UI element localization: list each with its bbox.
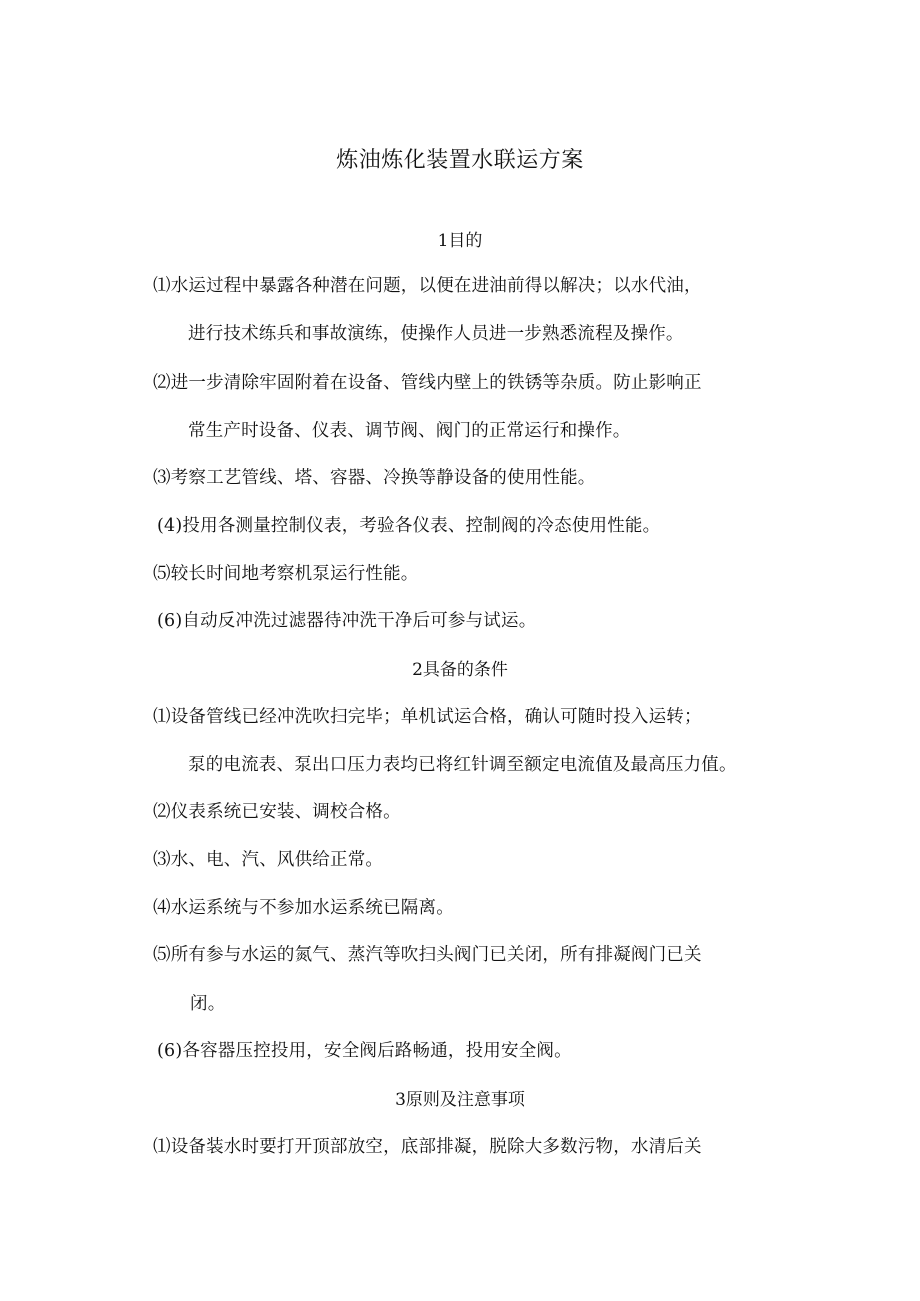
conditions-item-4 — [153, 894, 454, 919]
purpose-item-2-line-2: 常生产时设备、仪表、调节阀、阀门的正常运行和操作。 — [188, 421, 631, 441]
conditions-item-1-line-1 — [153, 703, 702, 728]
conditions-item-2 — [153, 798, 401, 823]
conditions-item-5-line-2: 闭。 — [190, 994, 226, 1014]
item-text: 水运过程中暴露各种潜在问题，以便在进油前得以解决；以水代油， — [170, 276, 702, 296]
item-text: 进一步清除牢固附着在设备、管线内壁上的铁锈等杂质。防止影响正 — [170, 373, 702, 393]
item-text: 自动反冲洗过滤器待冲洗干净后可参与试运。 — [182, 611, 537, 631]
conditions-item-1-line-2: 泵的电流表、泵出口压力表均已将红针调至额定电流值及最高压力值。 — [188, 755, 737, 775]
item-text: 各容器压控投用，安全阀后路畅通，投用安全阀。 — [182, 1041, 572, 1061]
conditions-item-5-line-1 — [153, 941, 702, 966]
purpose-item-6 — [157, 607, 536, 632]
item-marker: ⑴ — [153, 1137, 171, 1157]
item-marker: (4) — [157, 516, 183, 536]
item-marker: ⑴ — [153, 276, 171, 296]
item-marker: ⑶ — [153, 468, 171, 488]
document-title: 炼油炼化装置水联运方案 — [336, 148, 584, 173]
item-text: 设备装水时要打开顶部放空，底部排凝，脱除大多数污物，水清后关 — [170, 1137, 702, 1157]
purpose-item-2-line-1 — [153, 369, 702, 394]
purpose-item-4 — [157, 512, 660, 537]
item-marker: ⑴ — [153, 707, 171, 727]
item-marker: (6) — [157, 1041, 183, 1061]
purpose-item-3 — [153, 464, 596, 489]
item-text: 考察工艺管线、塔、容器、冷换等静设备的使用性能。 — [170, 468, 596, 488]
section-heading-principles: 3原则及注意事项 — [395, 1090, 525, 1110]
item-marker: ⑵ — [153, 802, 171, 822]
item-marker: (6) — [157, 611, 183, 631]
item-marker: ⑸ — [153, 564, 171, 584]
conditions-item-3 — [153, 846, 383, 871]
purpose-item-1-line-2: 进行技术练兵和事故演练，使操作人员进一步熟悉流程及操作。 — [188, 324, 684, 344]
item-text: 较长时间地考察机泵运行性能。 — [170, 564, 419, 584]
section-heading-conditions: 2具备的条件 — [412, 660, 508, 680]
item-text: 仪表系统已安装、调校合格。 — [170, 802, 401, 822]
purpose-item-1-line-1 — [153, 272, 702, 297]
purpose-item-5 — [153, 560, 419, 585]
item-text: 投用各测量控制仪表，考验各仪表、控制阀的冷态使用性能。 — [182, 516, 661, 536]
item-marker: ⑵ — [153, 373, 171, 393]
item-marker: ⑶ — [153, 850, 171, 870]
conditions-item-6 — [157, 1037, 572, 1062]
item-text: 水运系统与不参加水运系统已隔离。 — [170, 898, 454, 918]
principles-item-1-line-1 — [153, 1133, 702, 1158]
item-marker: ⑷ — [153, 898, 171, 918]
section-heading-purpose: 1目的 — [437, 231, 483, 251]
item-text: 设备管线已经冲洗吹扫完毕；单机试运合格，确认可随时投入运转； — [170, 707, 702, 727]
item-text: 所有参与水运的氮气、蒸汽等吹扫头阀门已关闭，所有排凝阀门已关 — [170, 945, 702, 965]
item-marker: ⑸ — [153, 945, 171, 965]
item-text: 水、电、汽、风供给正常。 — [170, 850, 384, 870]
